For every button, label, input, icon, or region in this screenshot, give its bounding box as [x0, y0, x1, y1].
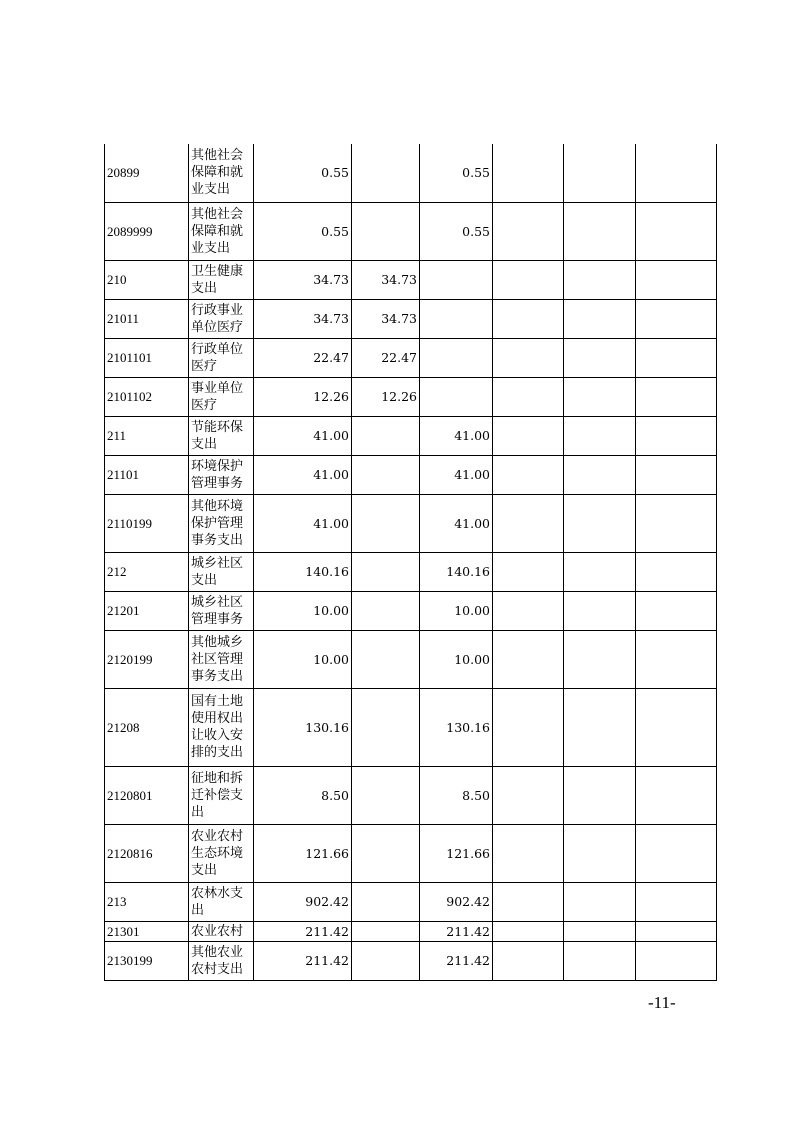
empty-cell: [564, 455, 636, 494]
empty-cell: [636, 630, 717, 688]
project-cell: 121.66: [420, 824, 493, 882]
code-cell: 21101: [105, 455, 189, 494]
total-cell: 10.00: [254, 591, 352, 630]
name-cell: 其他农业 农村支出: [189, 941, 254, 980]
table-row: [105, 338, 717, 377]
empty-cell: [636, 377, 717, 416]
empty-cell: [493, 766, 564, 824]
total-cell: 41.00: [254, 494, 352, 552]
table-row: [105, 552, 717, 591]
table-row: [105, 494, 717, 552]
empty-cell: [493, 260, 564, 299]
basic-cell: [352, 882, 420, 921]
project-cell: 211.42: [420, 941, 493, 980]
project-cell: [420, 377, 493, 416]
name-cell: 征地和拆 迁补偿支 出: [189, 766, 254, 824]
name-cell: 行政单位 医疗: [189, 338, 254, 377]
empty-cell: [636, 338, 717, 377]
project-cell: 41.00: [420, 455, 493, 494]
empty-cell: [493, 494, 564, 552]
project-cell: 0.55: [420, 202, 493, 260]
basic-cell: [352, 630, 420, 688]
basic-cell: [352, 766, 420, 824]
empty-cell: [636, 591, 717, 630]
total-cell: 8.50: [254, 766, 352, 824]
name-cell: 节能环保 支出: [189, 416, 254, 455]
code-cell: 2110199: [105, 494, 189, 552]
table-row: [105, 882, 717, 921]
basic-cell: 12.26: [352, 377, 420, 416]
basic-cell: 22.47: [352, 338, 420, 377]
empty-cell: [564, 494, 636, 552]
code-cell: 2120199: [105, 630, 189, 688]
empty-cell: [564, 882, 636, 921]
name-cell: 城乡社区 支出: [189, 552, 254, 591]
total-cell: 12.26: [254, 377, 352, 416]
page-number: -11-: [648, 993, 676, 1012]
empty-cell: [564, 824, 636, 882]
empty-cell: [636, 824, 717, 882]
name-cell: 其他社会 保障和就 业支出: [189, 144, 254, 202]
table-row: [105, 688, 717, 766]
table-row: [105, 202, 717, 260]
empty-cell: [493, 338, 564, 377]
table-row: [105, 824, 717, 882]
empty-cell: [564, 941, 636, 980]
empty-cell: [564, 416, 636, 455]
table-row: [105, 377, 717, 416]
total-cell: 34.73: [254, 299, 352, 338]
code-cell: 211: [105, 416, 189, 455]
project-cell: 902.42: [420, 882, 493, 921]
empty-cell: [636, 941, 717, 980]
project-cell: 0.55: [420, 144, 493, 202]
empty-cell: [493, 416, 564, 455]
code-cell: 21208: [105, 688, 189, 766]
project-cell: [420, 299, 493, 338]
empty-cell: [493, 144, 564, 202]
empty-cell: [493, 455, 564, 494]
basic-cell: [352, 455, 420, 494]
code-cell: 212: [105, 552, 189, 591]
total-cell: 34.73: [254, 260, 352, 299]
total-cell: 41.00: [254, 416, 352, 455]
project-cell: 41.00: [420, 416, 493, 455]
total-cell: 22.47: [254, 338, 352, 377]
empty-cell: [636, 766, 717, 824]
code-cell: 21011: [105, 299, 189, 338]
empty-cell: [564, 260, 636, 299]
empty-cell: [493, 552, 564, 591]
empty-cell: [493, 591, 564, 630]
empty-cell: [564, 630, 636, 688]
empty-cell: [493, 630, 564, 688]
empty-cell: [636, 260, 717, 299]
empty-cell: [493, 377, 564, 416]
empty-cell: [493, 299, 564, 338]
empty-cell: [564, 299, 636, 338]
name-cell: 农林水支 出: [189, 882, 254, 921]
code-cell: 210: [105, 260, 189, 299]
name-cell: 卫生健康 支出: [189, 260, 254, 299]
table-row: [105, 630, 717, 688]
basic-cell: [352, 591, 420, 630]
empty-cell: [636, 552, 717, 591]
total-cell: 0.55: [254, 144, 352, 202]
name-cell: 其他环境 保护管理 事务支出: [189, 494, 254, 552]
name-cell: 行政事业 单位医疗: [189, 299, 254, 338]
code-cell: 2101102: [105, 377, 189, 416]
total-cell: 130.16: [254, 688, 352, 766]
empty-cell: [636, 688, 717, 766]
project-cell: [420, 260, 493, 299]
basic-cell: [352, 202, 420, 260]
project-cell: 140.16: [420, 552, 493, 591]
table-row: [105, 921, 717, 941]
table-row: [105, 766, 717, 824]
project-cell: 8.50: [420, 766, 493, 824]
empty-cell: [636, 299, 717, 338]
empty-cell: [493, 824, 564, 882]
table-row: [105, 144, 717, 202]
empty-cell: [636, 202, 717, 260]
total-cell: 0.55: [254, 202, 352, 260]
table-row: [105, 260, 717, 299]
code-cell: 2130199: [105, 941, 189, 980]
table-row: [105, 591, 717, 630]
table-row: [105, 416, 717, 455]
name-cell: 国有土地 使用权出 让收入安 排的支出: [189, 688, 254, 766]
total-cell: 41.00: [254, 455, 352, 494]
expenditure-table: [104, 144, 717, 981]
project-cell: 41.00: [420, 494, 493, 552]
code-cell: 2120816: [105, 824, 189, 882]
basic-cell: [352, 941, 420, 980]
table-row: [105, 941, 717, 980]
project-cell: 130.16: [420, 688, 493, 766]
basic-cell: 34.73: [352, 299, 420, 338]
total-cell: 211.42: [254, 941, 352, 980]
basic-cell: [352, 921, 420, 941]
code-cell: 20899: [105, 144, 189, 202]
total-cell: 10.00: [254, 630, 352, 688]
project-cell: 211.42: [420, 921, 493, 941]
empty-cell: [636, 494, 717, 552]
code-cell: 21201: [105, 591, 189, 630]
total-cell: 902.42: [254, 882, 352, 921]
code-cell: 2120801: [105, 766, 189, 824]
empty-cell: [564, 921, 636, 941]
code-cell: 213: [105, 882, 189, 921]
code-cell: 21301: [105, 921, 189, 941]
empty-cell: [564, 688, 636, 766]
total-cell: 121.66: [254, 824, 352, 882]
name-cell: 农业农村: [189, 921, 254, 941]
project-cell: 10.00: [420, 630, 493, 688]
empty-cell: [564, 591, 636, 630]
empty-cell: [564, 552, 636, 591]
basic-cell: [352, 144, 420, 202]
table-row: [105, 299, 717, 338]
name-cell: 环境保护 管理事务: [189, 455, 254, 494]
basic-cell: [352, 552, 420, 591]
empty-cell: [564, 377, 636, 416]
name-cell: 其他社会 保障和就 业支出: [189, 202, 254, 260]
basic-cell: 34.73: [352, 260, 420, 299]
total-cell: 211.42: [254, 921, 352, 941]
basic-cell: [352, 494, 420, 552]
empty-cell: [493, 688, 564, 766]
empty-cell: [636, 921, 717, 941]
basic-cell: [352, 416, 420, 455]
empty-cell: [564, 202, 636, 260]
empty-cell: [493, 202, 564, 260]
empty-cell: [636, 144, 717, 202]
empty-cell: [636, 882, 717, 921]
project-cell: 10.00: [420, 591, 493, 630]
empty-cell: [636, 416, 717, 455]
empty-cell: [636, 455, 717, 494]
name-cell: 城乡社区 管理事务: [189, 591, 254, 630]
empty-cell: [493, 941, 564, 980]
code-cell: 2089999: [105, 202, 189, 260]
empty-cell: [493, 921, 564, 941]
name-cell: 农业农村 生态环境 支出: [189, 824, 254, 882]
empty-cell: [564, 766, 636, 824]
total-cell: 140.16: [254, 552, 352, 591]
empty-cell: [564, 338, 636, 377]
project-cell: [420, 338, 493, 377]
name-cell: 事业单位 医疗: [189, 377, 254, 416]
empty-cell: [564, 144, 636, 202]
basic-cell: [352, 824, 420, 882]
basic-cell: [352, 688, 420, 766]
name-cell: 其他城乡 社区管理 事务支出: [189, 630, 254, 688]
table-row: [105, 455, 717, 494]
empty-cell: [493, 882, 564, 921]
code-cell: 2101101: [105, 338, 189, 377]
